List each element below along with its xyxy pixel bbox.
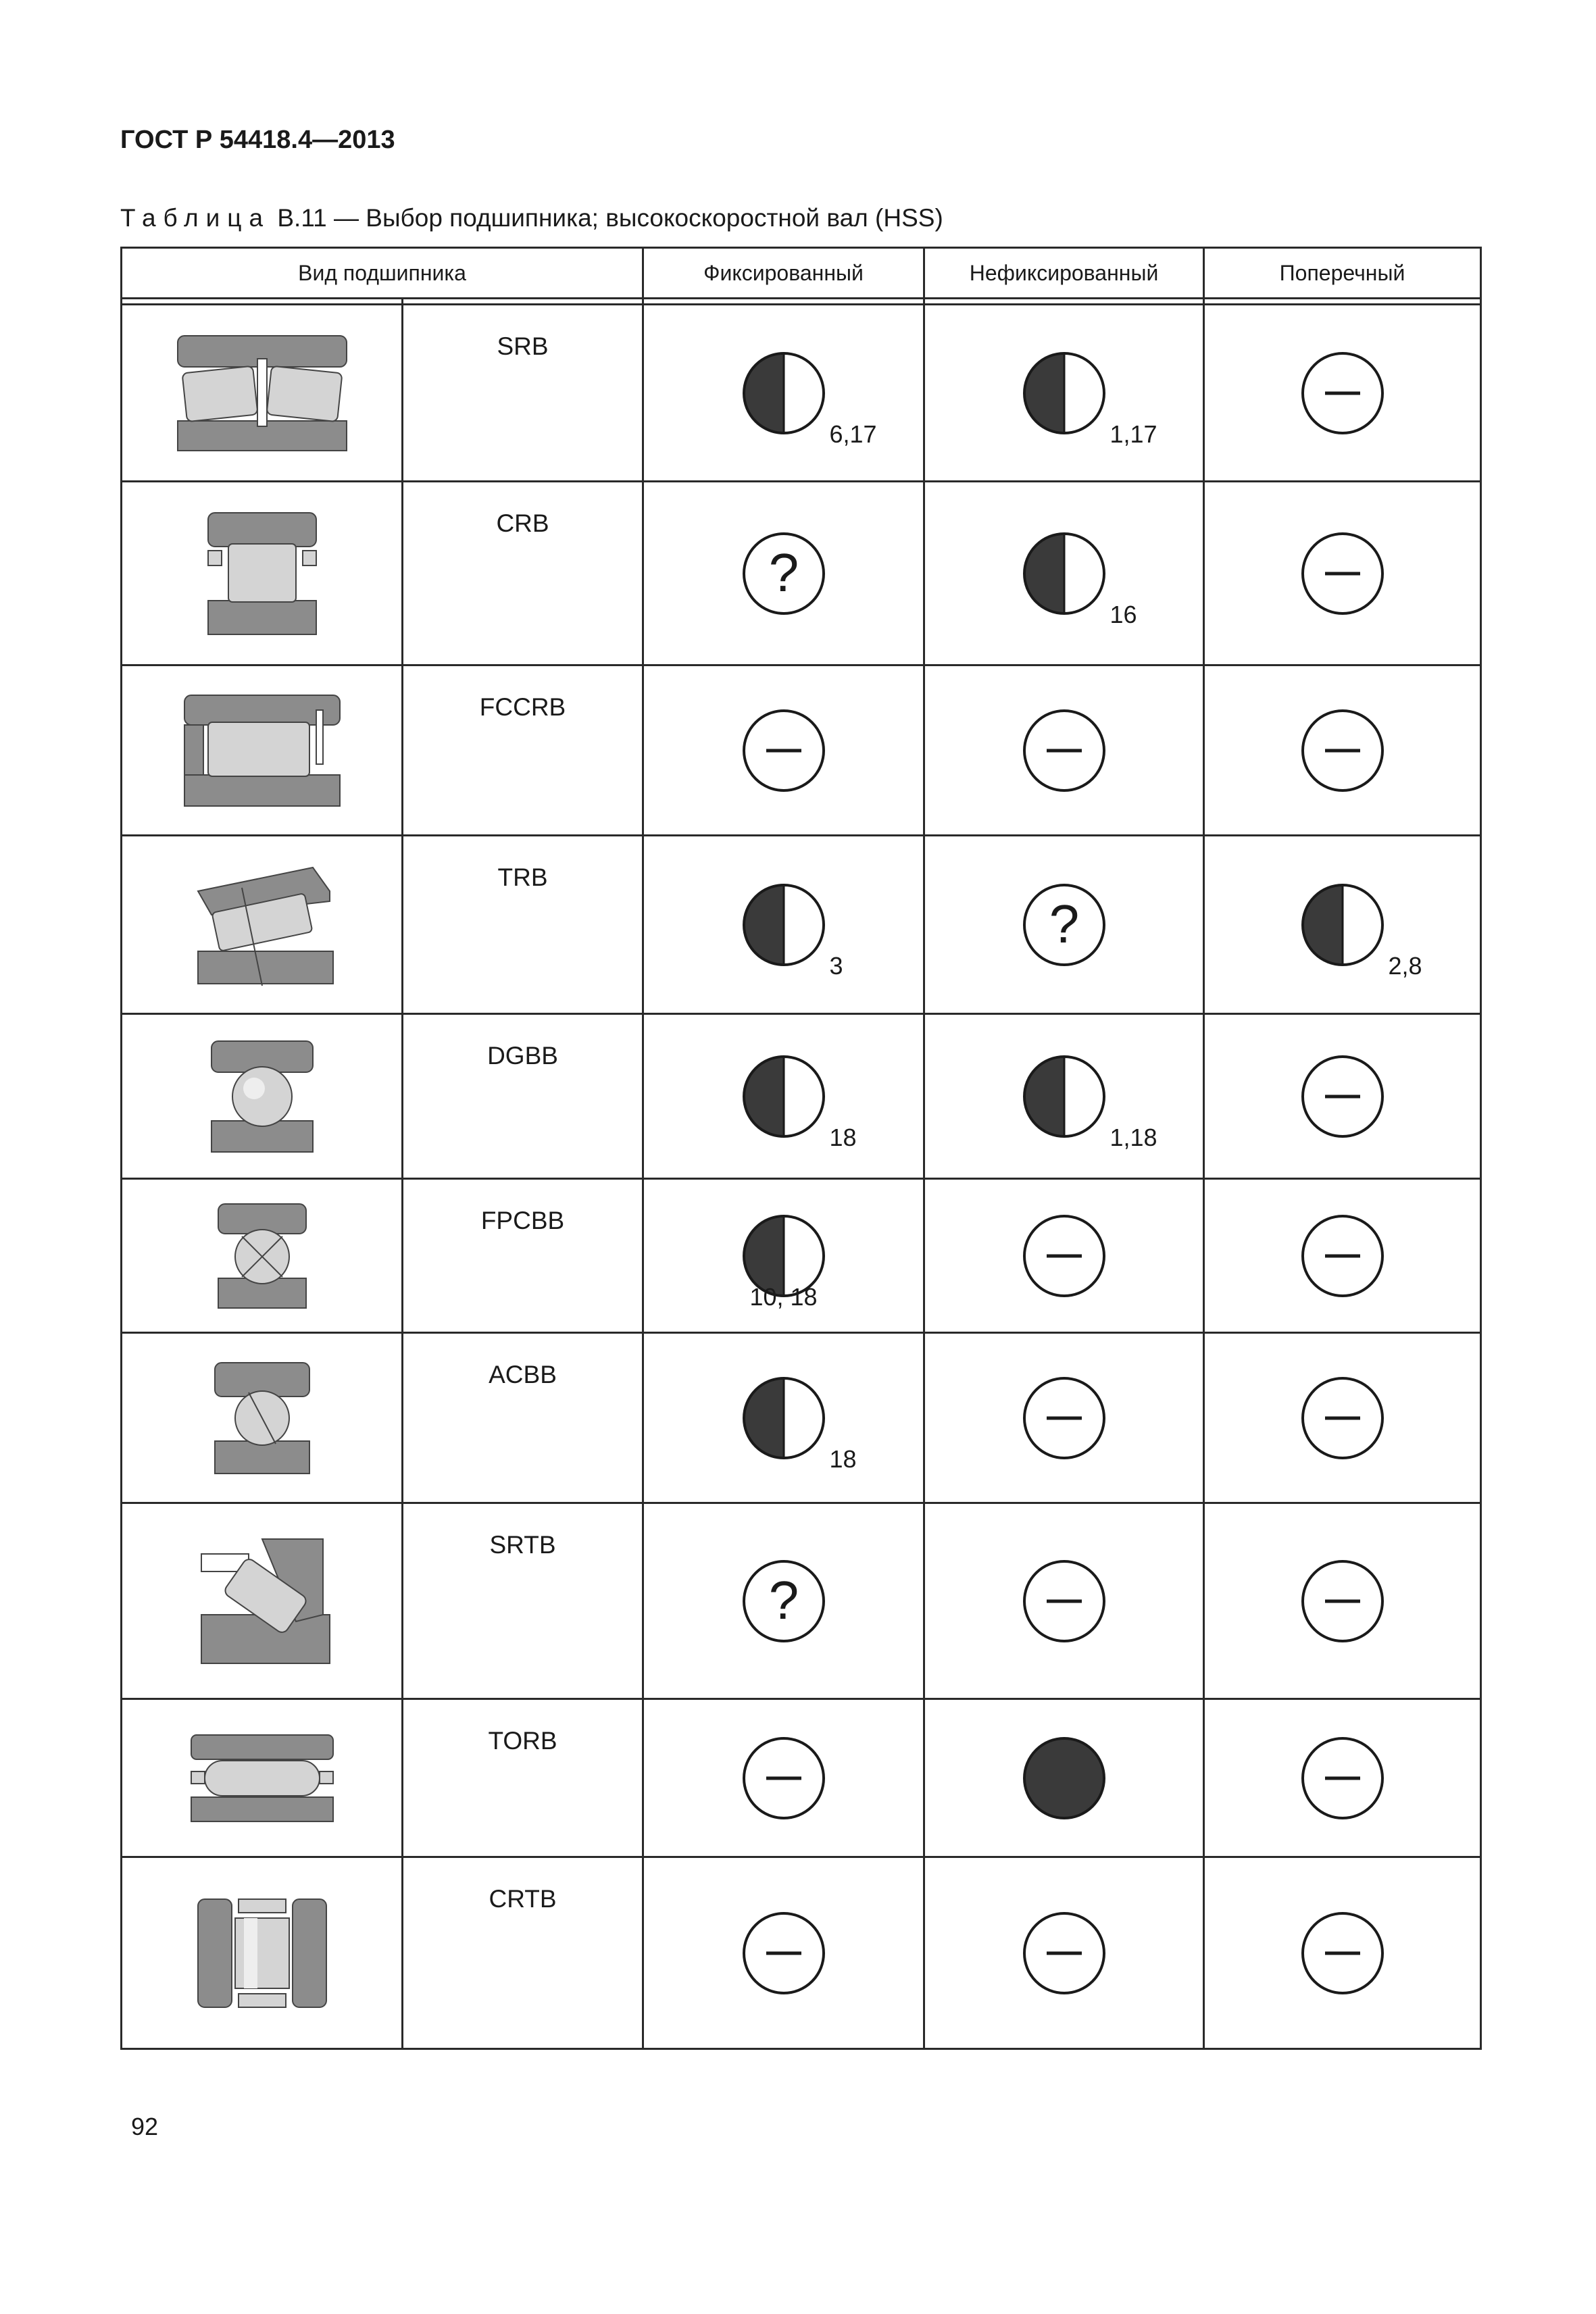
bearing-trb-icon <box>122 836 403 1014</box>
bearing-code: TORB <box>488 1727 557 1755</box>
minus-circle-icon <box>1301 709 1385 793</box>
minus-circle-icon <box>1022 1911 1106 1995</box>
bearing-torb-icon <box>122 1699 403 1857</box>
footnote-ref: 2,8 <box>1388 951 1422 980</box>
footnote-ref: 6,17 <box>829 420 877 448</box>
cell-fixed <box>643 305 924 482</box>
footnote-ref: 18 <box>829 1444 857 1473</box>
column-header-type: Вид подшипника <box>122 248 643 299</box>
bearing-srtb-icon <box>122 1503 403 1699</box>
minus-circle-icon <box>1022 1559 1106 1643</box>
document-id: ГОСТ Р 54418.4—2013 <box>120 126 395 154</box>
cell-transverse <box>1204 482 1481 665</box>
table-row <box>122 836 1481 1014</box>
cell-floating <box>924 482 1204 665</box>
question-circle-icon <box>742 1559 826 1643</box>
table-row <box>122 305 1481 482</box>
table-row <box>122 1503 1481 1699</box>
table-row <box>122 1014 1481 1179</box>
bearing-code-cell <box>403 1333 643 1503</box>
svg-text:?: ? <box>768 1569 799 1630</box>
cell-transverse <box>1204 305 1481 482</box>
minus-circle-icon <box>742 709 826 793</box>
bearing-code: CRB <box>496 509 549 537</box>
bearing-dgbb-icon <box>122 1014 403 1179</box>
cell-transverse <box>1204 665 1481 836</box>
minus-circle-icon <box>1022 709 1106 793</box>
cell-transverse <box>1204 836 1481 1014</box>
footnote-ref: 10, 18 <box>749 1282 818 1311</box>
bearing-selection-table <box>120 247 1482 2050</box>
bearing-code-cell <box>403 1179 643 1333</box>
header-gap <box>122 299 1481 305</box>
table-caption-text: В.11 — Выбор подшипника; высокоскоростной вал (HSS) <box>277 204 943 232</box>
cell-fixed <box>643 482 924 665</box>
cell-floating <box>924 836 1204 1014</box>
cell-fixed <box>643 665 924 836</box>
table-caption-label: Таблица <box>120 204 271 232</box>
cell-floating <box>924 1503 1204 1699</box>
bearing-fpcbb-icon <box>122 1179 403 1333</box>
bearing-code: FCCRB <box>479 693 566 721</box>
footnote-ref: 3 <box>829 951 843 980</box>
minus-circle-icon <box>1301 351 1385 435</box>
minus-circle-icon <box>1301 1214 1385 1298</box>
bearing-fccrb-icon <box>122 665 403 836</box>
half-filled-circle-icon <box>742 351 826 435</box>
bearing-crb-icon <box>122 482 403 665</box>
header-row <box>122 248 1481 299</box>
bearing-code-cell <box>403 1503 643 1699</box>
bearing-code: ACBB <box>489 1361 557 1388</box>
column-header-transverse: Поперечный <box>1204 248 1481 299</box>
bearing-srb-icon <box>122 305 403 482</box>
cell-floating <box>924 665 1204 836</box>
bearing-code-cell <box>403 305 643 482</box>
question-circle-icon <box>742 532 826 615</box>
bearing-code: CRTB <box>489 1885 557 1913</box>
cell-transverse <box>1204 1014 1481 1179</box>
question-circle-icon <box>1022 883 1106 967</box>
minus-circle-icon <box>1301 1559 1385 1643</box>
bearing-acbb-icon <box>122 1333 403 1503</box>
column-header-floating: Нефиксированный <box>924 248 1204 299</box>
half-filled-circle-icon <box>1301 883 1385 967</box>
cell-transverse <box>1204 1857 1481 2049</box>
svg-text:?: ? <box>768 542 799 603</box>
cell-transverse <box>1204 1503 1481 1699</box>
cell-transverse <box>1204 1333 1481 1503</box>
cell-fixed <box>643 1014 924 1179</box>
table-row <box>122 1857 1481 2049</box>
bearing-crtb-icon <box>122 1857 403 2049</box>
cell-floating <box>924 1699 1204 1857</box>
svg-text:?: ? <box>1049 893 1079 954</box>
bearing-code-cell <box>403 836 643 1014</box>
table-row <box>122 665 1481 836</box>
half-filled-circle-icon <box>742 1055 826 1138</box>
table-row <box>122 1179 1481 1333</box>
minus-circle-icon <box>1022 1376 1106 1460</box>
half-filled-circle-icon <box>742 883 826 967</box>
bearing-code-cell <box>403 482 643 665</box>
page-number: 92 <box>131 2113 159 2140</box>
cell-floating <box>924 1333 1204 1503</box>
cell-fixed <box>643 1179 924 1333</box>
cell-transverse <box>1204 1699 1481 1857</box>
cell-fixed <box>643 1699 924 1857</box>
filled-circle-icon <box>1022 1736 1106 1820</box>
half-filled-circle-icon <box>1022 1055 1106 1138</box>
footnote-ref: 1,18 <box>1109 1123 1157 1151</box>
cell-floating <box>924 1857 1204 2049</box>
cell-floating <box>924 305 1204 482</box>
half-filled-circle-icon <box>1022 351 1106 435</box>
cell-fixed <box>643 836 924 1014</box>
minus-circle-icon <box>1301 532 1385 615</box>
cell-floating <box>924 1014 1204 1179</box>
minus-circle-icon <box>742 1736 826 1820</box>
bearing-code: TRB <box>497 863 548 891</box>
table-row <box>122 1699 1481 1857</box>
bearing-code: SRB <box>497 332 549 360</box>
footnote-ref: 16 <box>1109 600 1137 628</box>
footnote-ref: 1,17 <box>1109 420 1157 448</box>
minus-circle-icon <box>1301 1055 1385 1138</box>
bearing-code: DGBB <box>487 1042 558 1070</box>
minus-circle-icon <box>742 1911 826 1995</box>
cell-fixed <box>643 1333 924 1503</box>
minus-circle-icon <box>1301 1376 1385 1460</box>
bearing-code-cell <box>403 1699 643 1857</box>
column-header-fixed: Фиксированный <box>643 248 924 299</box>
table-caption <box>120 204 943 232</box>
table-row <box>122 1333 1481 1503</box>
bearing-code: FPCBB <box>480 1207 565 1234</box>
minus-circle-icon <box>1022 1214 1106 1298</box>
footnote-ref: 18 <box>829 1123 857 1151</box>
minus-circle-icon <box>1301 1736 1385 1820</box>
cell-floating <box>924 1179 1204 1333</box>
half-filled-circle-icon <box>742 1376 826 1460</box>
bearing-code-cell <box>403 665 643 836</box>
bearing-code-cell <box>403 1857 643 2049</box>
bearing-code-cell <box>403 1014 643 1179</box>
bearing-code: SRTB <box>489 1531 556 1559</box>
minus-circle-icon <box>1301 1911 1385 1995</box>
cell-transverse <box>1204 1179 1481 1333</box>
half-filled-circle-icon <box>1022 532 1106 615</box>
table-row <box>122 482 1481 665</box>
cell-fixed <box>643 1857 924 2049</box>
cell-fixed <box>643 1503 924 1699</box>
